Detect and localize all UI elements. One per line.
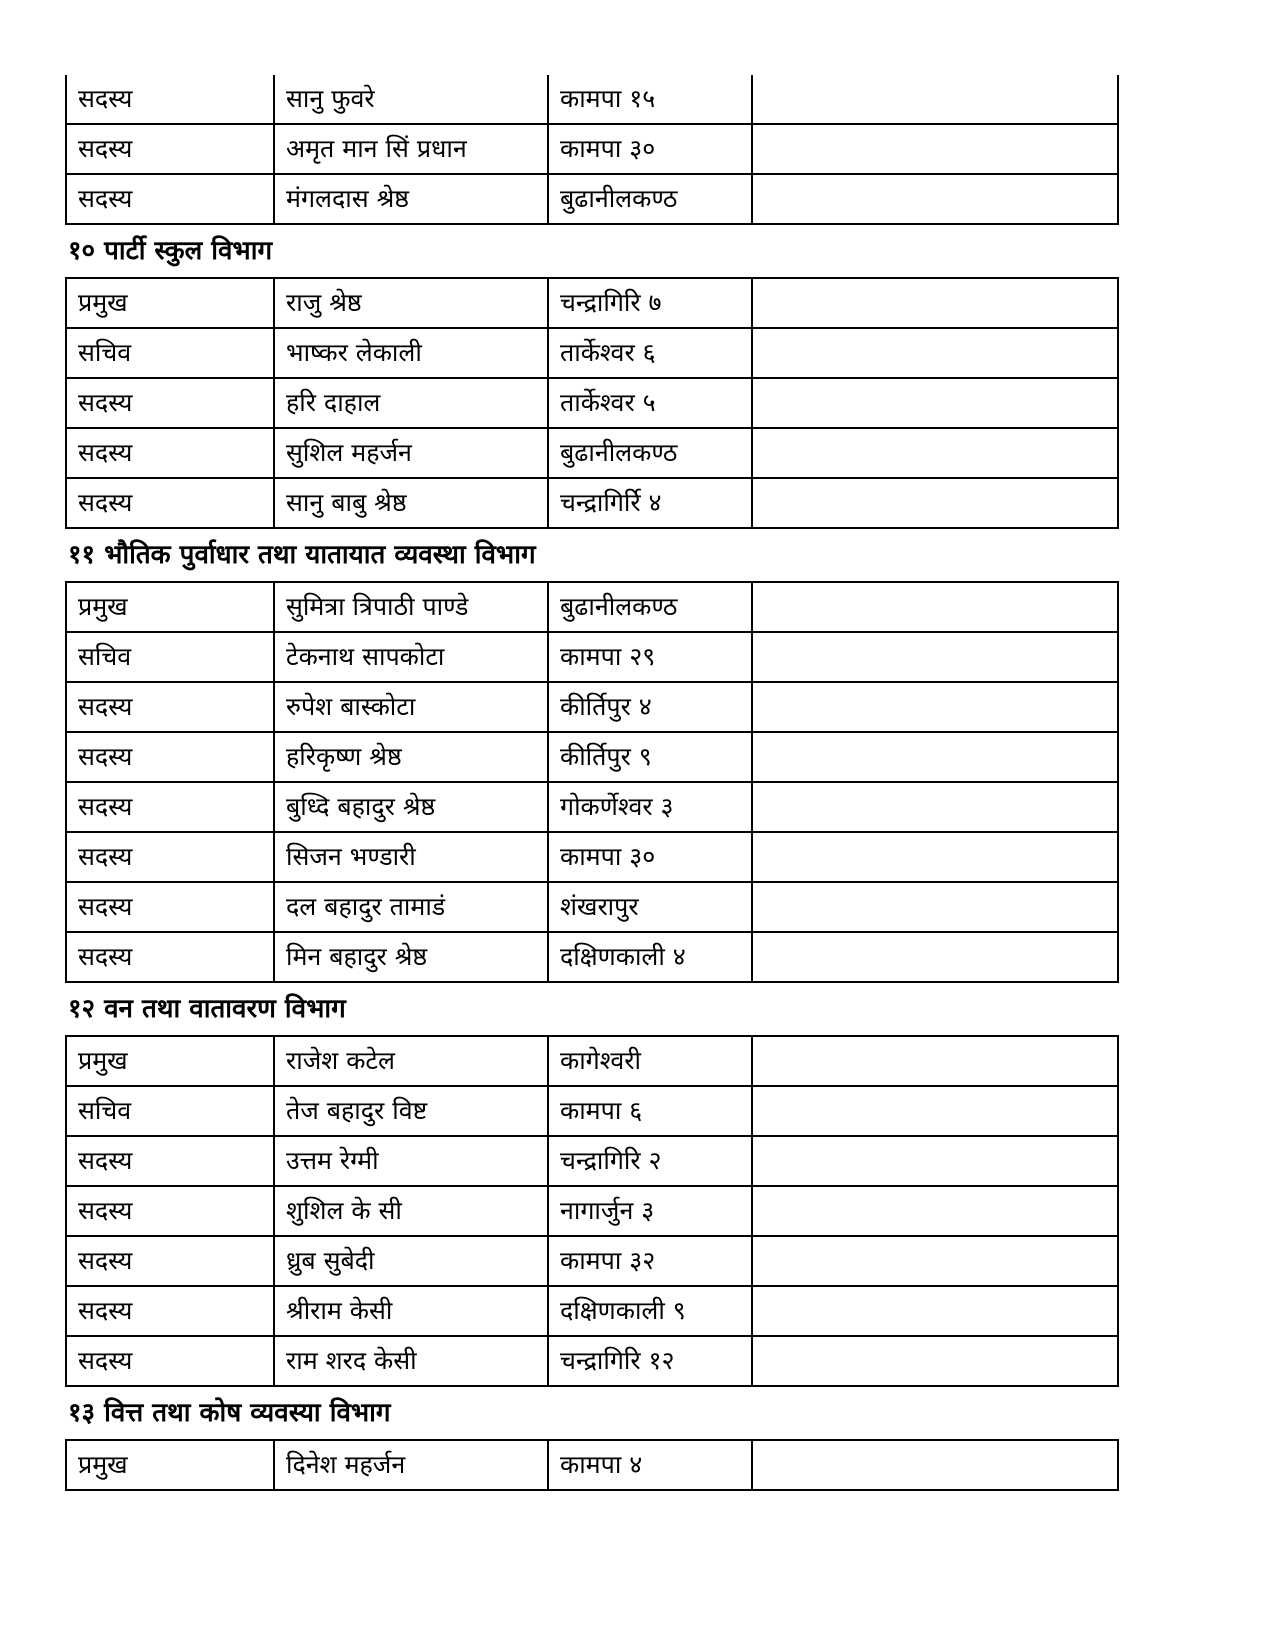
location-cell: कामपा ४ [548, 1440, 752, 1490]
table-row [66, 682, 1118, 732]
role-cell: सदस्य [66, 732, 274, 782]
table-row [66, 632, 1118, 682]
table-row [66, 124, 1118, 174]
role-cell: सदस्य [66, 932, 274, 982]
remarks-cell [752, 278, 1118, 328]
role-cell: सदस्य [66, 174, 274, 224]
name-cell: ध्रुब सुबेदी [274, 1236, 548, 1286]
role-cell: प्रमुख [66, 1036, 274, 1086]
role-cell: प्रमुख [66, 1440, 274, 1490]
table-row [66, 278, 1118, 328]
table-row [66, 882, 1118, 932]
location-cell: दक्षिणकाली ४ [548, 932, 752, 982]
remarks-cell [752, 378, 1118, 428]
location-cell: कागेश्वरी [548, 1036, 752, 1086]
role-cell: सचिव [66, 1086, 274, 1136]
role-cell: सदस्य [66, 75, 274, 124]
name-cell: सुशिल महर्जन [274, 428, 548, 478]
department-table [65, 75, 1119, 225]
remarks-cell [752, 882, 1118, 932]
remarks-cell [752, 1440, 1118, 1490]
table-row [66, 732, 1118, 782]
name-cell: हरि दाहाल [274, 378, 548, 428]
table-row [66, 478, 1118, 528]
table-row [66, 328, 1118, 378]
role-cell: सदस्य [66, 682, 274, 732]
table-row [66, 1440, 1118, 1490]
remarks-cell [752, 582, 1118, 632]
section-heading: १० पार्टी स्कुल विभाग [68, 236, 273, 266]
table-row [66, 1136, 1118, 1186]
document-page [65, 75, 1117, 1491]
name-cell: अमृत मान सिं प्रधान [274, 124, 548, 174]
location-cell: बुढानीलकण्ठ [548, 428, 752, 478]
role-cell: सदस्य [66, 832, 274, 882]
location-cell: कीर्तिपुर ९ [548, 732, 752, 782]
name-cell: तेज बहादुर विष्ट [274, 1086, 548, 1136]
role-cell: सदस्य [66, 428, 274, 478]
name-cell: टेकनाथ सापकोटा [274, 632, 548, 682]
name-cell: श्रीराम केसी [274, 1286, 548, 1336]
location-cell: कामपा ३२ [548, 1236, 752, 1286]
table-row [66, 1286, 1118, 1336]
remarks-cell [752, 932, 1118, 982]
remarks-cell [752, 1336, 1118, 1386]
location-cell: गोकर्णेश्वर ३ [548, 782, 752, 832]
location-cell: दक्षिणकाली ९ [548, 1286, 752, 1336]
role-cell: सदस्य [66, 124, 274, 174]
remarks-cell [752, 428, 1118, 478]
name-cell: रुपेश बास्कोटा [274, 682, 548, 732]
location-cell: चन्द्रागिरि २ [548, 1136, 752, 1186]
remarks-cell [752, 75, 1118, 124]
role-cell: सदस्य [66, 882, 274, 932]
name-cell: हरिकृष्ण श्रेष्ठ [274, 732, 548, 782]
remarks-cell [752, 732, 1118, 782]
role-cell: सदस्य [66, 1136, 274, 1186]
name-cell: मिन बहादुर श्रेष्ठ [274, 932, 548, 982]
remarks-cell [752, 1236, 1118, 1286]
section-heading: १३ वित्त तथा कोष व्यवस्या विभाग [68, 1398, 391, 1428]
remarks-cell [752, 1136, 1118, 1186]
name-cell: शुशिल के सी [274, 1186, 548, 1236]
location-cell: शंखरापुर [548, 882, 752, 932]
remarks-cell [752, 174, 1118, 224]
table-row [66, 582, 1118, 632]
remarks-cell [752, 478, 1118, 528]
role-cell: सचिव [66, 632, 274, 682]
name-cell: दल बहादुर तामाडं [274, 882, 548, 932]
remarks-cell [752, 1186, 1118, 1236]
table-row [66, 782, 1118, 832]
location-cell: कामपा ३० [548, 832, 752, 882]
role-cell: सदस्य [66, 1236, 274, 1286]
table-row [66, 1086, 1118, 1136]
role-cell: सदस्य [66, 478, 274, 528]
location-cell: कीर्तिपुर ४ [548, 682, 752, 732]
remarks-cell [752, 632, 1118, 682]
name-cell: भाष्कर लेकाली [274, 328, 548, 378]
role-cell: प्रमुख [66, 582, 274, 632]
department-table [65, 1035, 1119, 1387]
location-cell: बुढानीलकण्ठ [548, 582, 752, 632]
role-cell: सदस्य [66, 1286, 274, 1336]
table-row [66, 174, 1118, 224]
name-cell: राजु श्रेष्ठ [274, 278, 548, 328]
name-cell: सानु बाबु श्रेष्ठ [274, 478, 548, 528]
role-cell: सदस्य [66, 1336, 274, 1386]
section-heading: ११ भौतिक पुर्वाधार तथा यातायात व्यवस्था विभाग [68, 540, 536, 570]
role-cell: सदस्य [66, 782, 274, 832]
table-row [66, 932, 1118, 982]
remarks-cell [752, 682, 1118, 732]
name-cell: सानु फुवरे [274, 75, 548, 124]
name-cell: सिजन भण्डारी [274, 832, 548, 882]
location-cell: बुढानीलकण्ठ [548, 174, 752, 224]
role-cell: सदस्य [66, 1186, 274, 1236]
remarks-cell [752, 124, 1118, 174]
table-row [66, 1236, 1118, 1286]
table-row [66, 75, 1118, 124]
remarks-cell [752, 328, 1118, 378]
name-cell: उत्तम रेग्मी [274, 1136, 548, 1186]
location-cell: कामपा ३० [548, 124, 752, 174]
table-row [66, 832, 1118, 882]
location-cell: चन्द्रागिरि १२ [548, 1336, 752, 1386]
location-cell: तार्केश्वर ५ [548, 378, 752, 428]
location-cell: कामपा १५ [548, 75, 752, 124]
name-cell: सुमित्रा त्रिपाठी पाण्डे [274, 582, 548, 632]
name-cell: मंगलदास श्रेष्ठ [274, 174, 548, 224]
remarks-cell [752, 1086, 1118, 1136]
table-row [66, 1336, 1118, 1386]
location-cell: चन्द्रागिर्रि ४ [548, 478, 752, 528]
department-table [65, 1439, 1119, 1491]
location-cell: तार्केश्वर ६ [548, 328, 752, 378]
location-cell: कामपा २९ [548, 632, 752, 682]
department-table [65, 581, 1119, 983]
remarks-cell [752, 1286, 1118, 1336]
remarks-cell [752, 782, 1118, 832]
location-cell: चन्द्रागिरि ७ [548, 278, 752, 328]
role-cell: प्रमुख [66, 278, 274, 328]
name-cell: दिनेश महर्जन [274, 1440, 548, 1490]
table-row [66, 378, 1118, 428]
role-cell: सचिव [66, 328, 274, 378]
role-cell: सदस्य [66, 378, 274, 428]
department-table [65, 277, 1119, 529]
table-row [66, 1036, 1118, 1086]
location-cell: नागार्जुन ३ [548, 1186, 752, 1236]
table-row [66, 1186, 1118, 1236]
location-cell: कामपा ६ [548, 1086, 752, 1136]
remarks-cell [752, 1036, 1118, 1086]
name-cell: राम शरद केसी [274, 1336, 548, 1386]
table-row [66, 428, 1118, 478]
section-heading: १२ वन तथा वातावरण विभाग [68, 994, 346, 1024]
remarks-cell [752, 832, 1118, 882]
name-cell: राजेश कटेल [274, 1036, 548, 1086]
name-cell: बुध्दि बहादुर श्रेष्ठ [274, 782, 548, 832]
